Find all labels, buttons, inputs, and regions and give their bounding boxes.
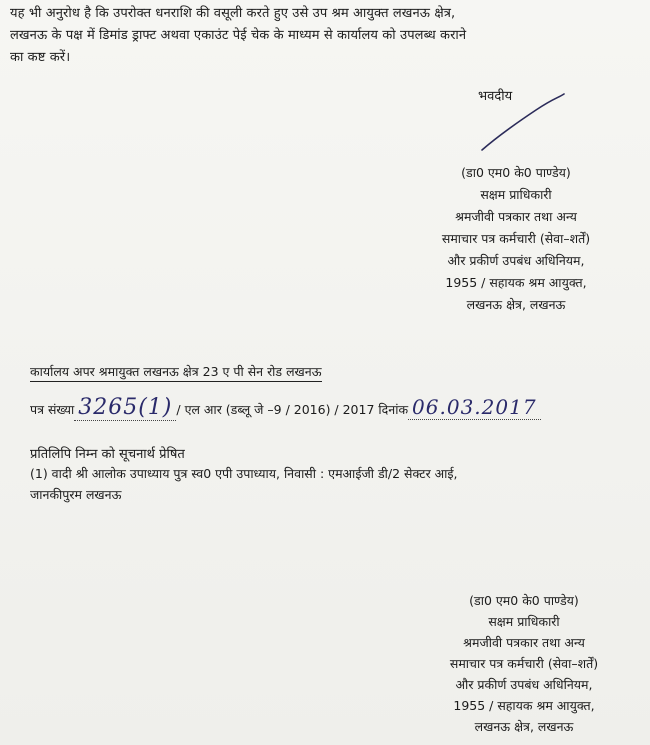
- signatory-line-3: श्रमजीवी पत्रकार तथा अन्य: [455, 209, 577, 224]
- signatory2-line-4: समाचार पत्र कर्मचारी (सेवा–शर्तें): [449, 656, 599, 671]
- signatory-name: (डा0 एम0 के0 पाण्डेय): [461, 165, 571, 180]
- request-line-1: यह भी अनुरोध है कि उपरोक्त धनराशि की वसूली करते हुए उसे उप श्रम आयुक्त लखनऊ क्षेत्र,: [10, 6, 456, 21]
- signatory-title: सक्षम प्राधिकारी: [480, 187, 552, 202]
- office-address: कार्यालय अपर श्रमायुक्त लखनऊ क्षेत्र 23 ए पी सेन रोड लखनऊ: [30, 363, 322, 382]
- request-paragraph: [10, 3, 642, 69]
- signatory-block: [398, 162, 634, 316]
- copy-recipient-line-2: जानकीपुरम लखनऊ: [30, 487, 122, 502]
- signatory2-line-5: और प्रकीर्ण उपबंध अधिनियम,: [455, 677, 593, 692]
- letter-number: 3265(1): [74, 395, 176, 421]
- closing-salutation: भवदीय: [478, 89, 513, 104]
- signatory2-title: सक्षम प्राधिकारी: [488, 614, 560, 629]
- signatory2-name: (डा0 एम0 के0 पाण्डेय): [469, 593, 579, 608]
- signatory2-line-6: 1955 / सहायक श्रम आयुक्त,: [453, 698, 595, 713]
- letter-number-label: पत्र संख्या: [30, 402, 75, 417]
- letter-number-line: [30, 392, 541, 422]
- signatory2-line-7: लखनऊ क्षेत्र, लखनऊ: [474, 719, 574, 734]
- request-line-2: लखनऊ के पक्ष में डिमांड ड्राफ्ट अथवा एकाउंट पेई चेक के माध्यम से कार्यालय को उपलब्ध कराने: [10, 28, 467, 43]
- copy-recipient-line-1: (1) वादी श्री आलोक उपाध्याय पुत्र स्व0 एपी उपाध्याय, निवासी : एमआईजी डी/2 सेक्टर आई,: [30, 466, 458, 481]
- signatory-line-7: लखनऊ क्षेत्र, लखनऊ: [466, 297, 566, 312]
- copy-heading: प्रतिलिपि निम्न को सूचनार्थ प्रेषित: [30, 447, 185, 462]
- request-line-3: का कष्ट करें।: [10, 50, 71, 65]
- signatory-line-6: 1955 / सहायक श्रम आयुक्त,: [445, 275, 587, 290]
- letter-date: 06.03.2017: [408, 395, 541, 420]
- signatory-line-4: समाचार पत्र कर्मचारी (सेवा–शर्तें): [441, 231, 591, 246]
- signatory2-line-3: श्रमजीवी पत्रकार तथा अन्य: [463, 635, 585, 650]
- signatory-block-2: [406, 590, 642, 737]
- signatory-line-5: और प्रकीर्ण उपबंध अधिनियम,: [447, 253, 585, 268]
- letter-reference: / एल आर (डब्लू जे –9 / 2016) / 2017 दिनांक: [176, 402, 409, 417]
- signature: [478, 92, 568, 154]
